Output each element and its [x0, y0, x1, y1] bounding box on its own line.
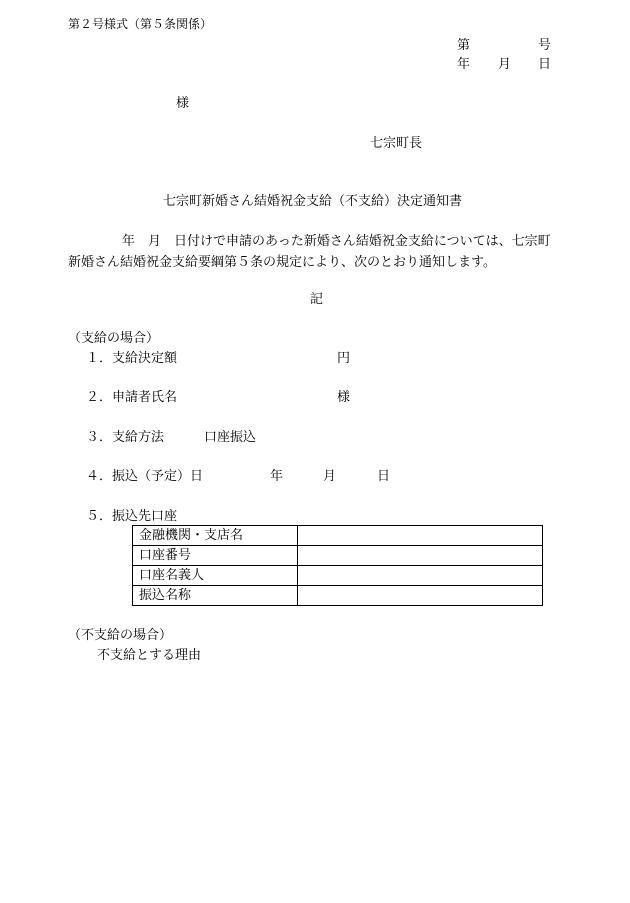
date-month: 月	[498, 57, 512, 72]
addressee-suffix: 様	[176, 96, 190, 111]
transfer-name-label: 振込名称	[133, 586, 298, 606]
item-account-label: ５．振込先口座	[86, 509, 178, 524]
table-row	[133, 586, 543, 606]
body-line-1: 年 月 日付けで申請のあった新婚さん結婚祝金支給については、七宗町	[122, 234, 551, 249]
date-year: 年	[457, 57, 471, 72]
item-transfer-date-day: 日	[377, 469, 391, 484]
number-gou: 号	[538, 38, 552, 53]
item-method-label: ３．支給方法	[86, 430, 165, 445]
document-title: 七宗町新婚さん結婚祝金支給（不支給）決定通知書	[163, 194, 463, 209]
item-amount-label: １．支給決定額	[86, 351, 178, 366]
item-transfer-date-label: ４．振込（予定）日	[86, 469, 204, 484]
body-line-2: 新婚さん結婚祝金支給要綱第５条の規定により、次のとおり通知します。	[68, 255, 496, 270]
form-label: 第２号様式（第５条関係）	[68, 17, 213, 31]
item-method-value: 口座振込	[204, 430, 257, 445]
account-number-label: 口座番号	[133, 546, 298, 566]
account-holder-value	[298, 566, 543, 586]
deny-reason-label: 不支給とする理由	[97, 648, 202, 663]
item-applicant-label: ２．申請者氏名	[86, 390, 178, 405]
transfer-name-value	[298, 586, 543, 606]
account-bank-label: 金融機関・支店名	[133, 526, 298, 546]
account-bank-value	[298, 526, 543, 546]
item-transfer-date-year: 年	[270, 469, 284, 484]
account-table	[132, 525, 543, 606]
table-row	[133, 526, 543, 546]
deny-heading: （不支給の場合）	[68, 628, 173, 643]
account-holder-label: 口座名義人	[133, 566, 298, 586]
number-dai: 第	[457, 38, 471, 53]
table-row	[133, 546, 543, 566]
item-amount-unit: 円	[337, 351, 351, 366]
ki-heading: 記	[310, 292, 324, 307]
table-row	[133, 566, 543, 586]
item-applicant-suffix: 様	[337, 390, 351, 405]
item-transfer-date-month: 月	[323, 469, 337, 484]
grant-heading: （支給の場合）	[68, 331, 160, 346]
issuer: 七宗町長	[370, 136, 423, 151]
account-number-value	[298, 546, 543, 566]
date-day: 日	[538, 57, 552, 72]
